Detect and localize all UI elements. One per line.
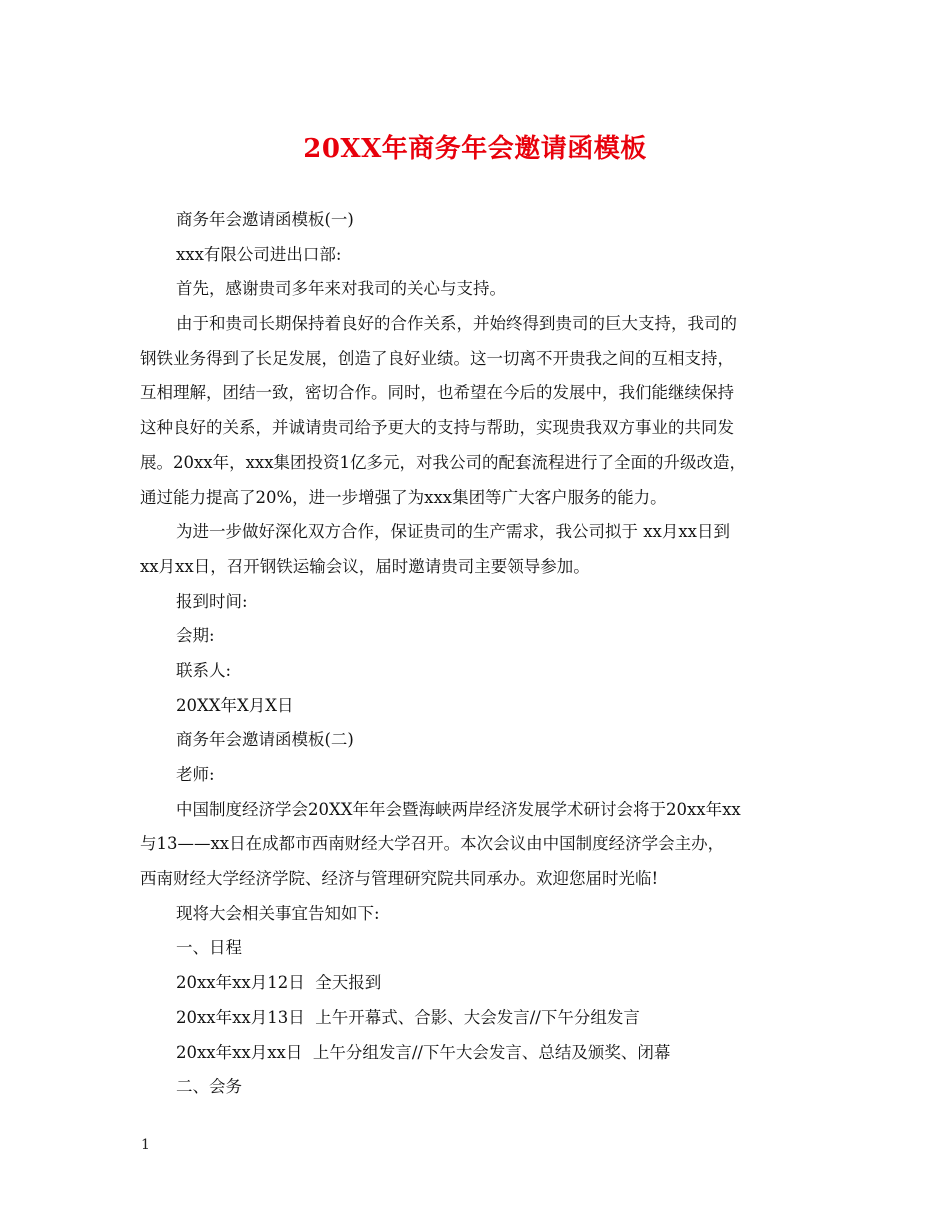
- paragraph-line: 通过能力提高了20%，进一步增强了为xxx集团等广大客户服务的能力。: [140, 487, 667, 507]
- paragraph-line: 钢铁业务得到了长足发展，创造了良好业绩。这一切离不开贵我之间的互相支持，: [140, 348, 734, 368]
- paragraph-line: xxx有限公司进出口部:: [176, 244, 342, 264]
- paragraph-line: 现将大会相关事宜告知如下:: [176, 903, 380, 923]
- paragraph-line: 商务年会邀请函模板(一): [176, 210, 354, 229]
- paragraph-line: 中国制度经济学会20XX年年会暨海峡两岸经济发展学术研讨会将于20xx年xx: [176, 799, 741, 819]
- schedule-line: 20xx年xx月xx日 上午分组发言//下午大会发言、总结及颁奖、闭幕: [176, 1042, 671, 1062]
- paragraph-line: 与13——xx日在成都市西南财经大学召开。本次会议由中国制度经济学会主办，: [140, 834, 725, 854]
- schedule-line: 20xx年xx月12日 全天报到: [176, 973, 382, 993]
- paragraph-line: 西南财经大学经济学院、经济与管理研究院共同承办。欢迎您届时光临!: [140, 869, 659, 889]
- paragraph-line: 展。20xx年，xxx集团投资1亿多元，对我公司的配套流程进行了全面的升级改造，: [140, 452, 747, 472]
- paragraph-line: 20XX年X月X日: [176, 695, 294, 715]
- paragraph-line: 为进一步做好深化双方合作，保证贵司的生产需求，我公司拟于 xx月xx日到: [176, 522, 730, 542]
- paragraph-line: 这种良好的关系，并诚请贵司给予更大的支持与帮助，实现贵我双方事业的共同发: [140, 418, 734, 438]
- paragraph-line: 一、日程: [176, 938, 242, 958]
- schedule-line: 20xx年xx月13日 上午开幕式、合影、大会发言//下午分组发言: [176, 1007, 640, 1027]
- document-body: [140, 203, 815, 1105]
- paragraph-line: 会期:: [176, 626, 215, 646]
- document-title: 20XX年商务年会邀请函模板: [303, 134, 647, 164]
- paragraph-line: 报到时间:: [176, 591, 248, 611]
- paragraph-line: 互相理解，团结一致，密切合作。同时，也希望在今后的发展中，我们能继续保持: [140, 383, 734, 403]
- page-number: 1: [141, 1137, 150, 1153]
- paragraph-line: xx月xx日，召开钢铁运输会议，届时邀请贵司主要领导参加。: [140, 556, 590, 576]
- paragraph-line: 首先，感谢贵司多年来对我司的关心与支持。: [176, 279, 506, 299]
- paragraph-line: 老师:: [176, 765, 215, 784]
- paragraph-line: 由于和贵司长期保持着良好的合作关系，并始终得到贵司的巨大支持，我司的: [176, 314, 737, 334]
- paragraph-line: 商务年会邀请函模板(二): [176, 730, 354, 750]
- paragraph-line: 联系人:: [176, 660, 232, 680]
- paragraph-line: 二、会务: [176, 1077, 242, 1097]
